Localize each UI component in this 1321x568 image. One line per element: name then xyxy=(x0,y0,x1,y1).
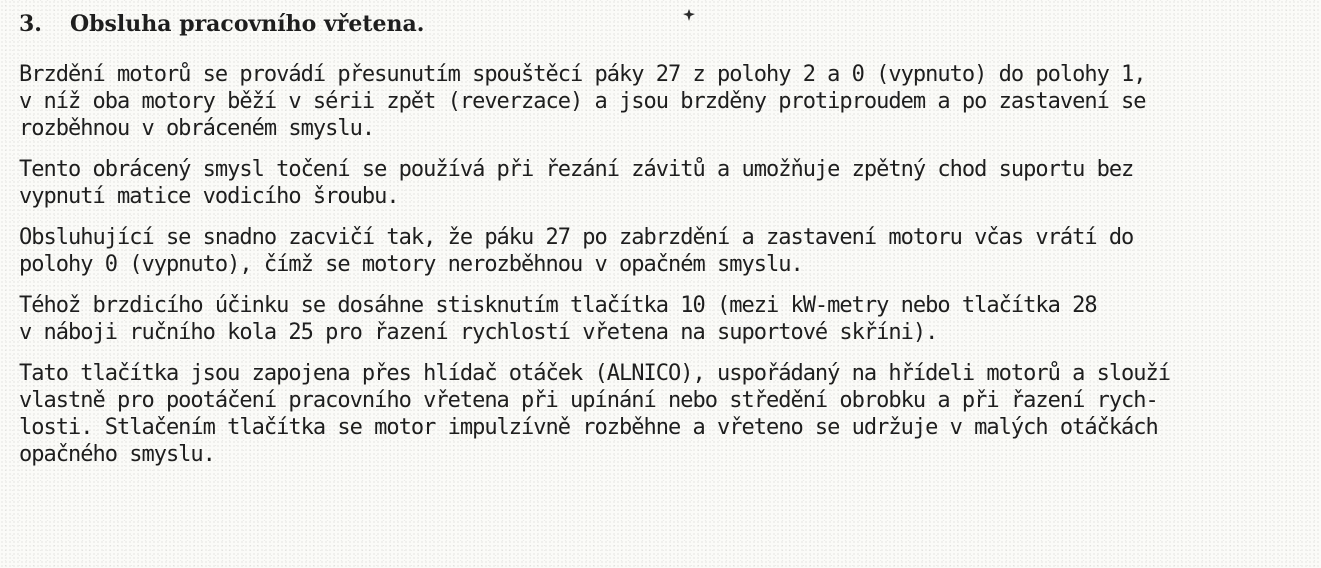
paragraph-line: v níž oba motory běží v sérii zpět (reverzace) a jsou brzděny protiproudem a po zastavení se xyxy=(19,89,1146,114)
paragraph-line: rozběhnou v obráceném smyslu. xyxy=(19,116,375,141)
ink-speck-icon xyxy=(683,9,695,21)
section-number: 3. xyxy=(19,11,42,37)
paragraph-braking xyxy=(19,61,1315,142)
paragraph-line: v náboji ručního kola 25 pro řazení rychlostí vřetena na suportové skříni). xyxy=(19,320,938,345)
paragraph-line: losti. Stlačením tlačítka se motor impulzívně rozběhne a vřeteno se udržuje v malých otáčkách xyxy=(19,415,1158,440)
paragraph-brake-buttons xyxy=(19,292,1315,346)
paragraph-line: Brzdění motorů se provádí přesunutím spouštěcí páky 27 z polohy 2 a 0 (vypnuto) do polohy 1, xyxy=(19,62,1146,87)
paragraph-operator-training xyxy=(19,224,1315,278)
paragraph-line: Obsluhující se snadno zacvičí tak, že páku 27 po zabrzdění a zastavení motoru včas vrátí do xyxy=(19,225,1134,250)
paragraph-line: Tento obrácený smysl točení se používá při řezání závitů a umožňuje zpětný chod suportu bez xyxy=(19,157,1134,182)
paragraph-line: vlastně pro pootáčení pracovního vřetena při upínání nebo středění obrobku a při řazení rych- xyxy=(19,388,1158,413)
section-title: Obsluha pracovního vřetena. xyxy=(70,11,425,37)
paragraph-speed-monitor xyxy=(19,360,1315,468)
paragraph-line: Téhož brzdicího účinku se dosáhne stisknutím tlačítka 10 (mezi kW-metry nebo tlačítka 28 xyxy=(19,293,1097,318)
paragraph-reverse-rotation xyxy=(19,156,1315,210)
paragraph-line: opačného smyslu. xyxy=(19,442,215,467)
section-heading xyxy=(19,4,1315,44)
paragraph-line: polohy 0 (vypnuto), čímž se motory nerozběhnou v opačném smyslu. xyxy=(19,252,803,277)
paragraph-line: vypnutí matice vodicího šroubu. xyxy=(19,184,399,209)
paragraph-line: Tato tlačítka jsou zapojena přes hlídač otáček (ALNICO), uspořádaný na hřídeli motorů a slouží xyxy=(19,361,1171,386)
